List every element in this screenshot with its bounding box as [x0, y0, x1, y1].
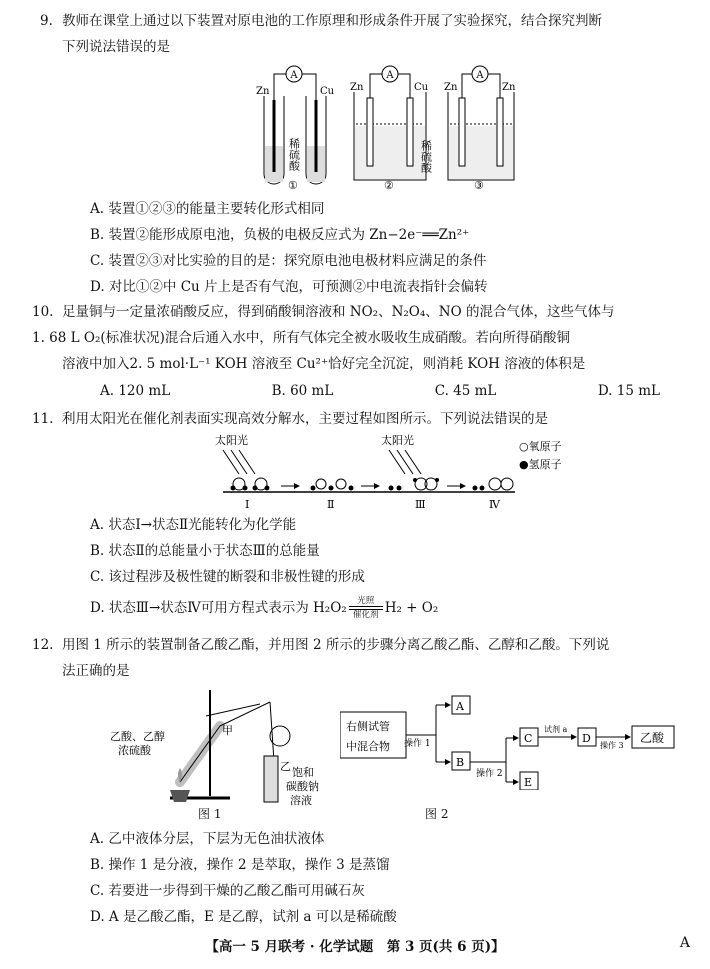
svg-text:甲: 甲	[222, 724, 233, 737]
svg-text:Zn: Zn	[444, 82, 458, 93]
option-d: D. A 是乙酸乙酯，E 是乙醇，试剂 a 可以是稀硫酸	[90, 909, 397, 925]
svg-text:浓硫酸: 浓硫酸	[118, 744, 151, 757]
question-stem: 1. 68 L O₂(标准状况)混合后通入水中，所有气体完全被水吸收生成硝酸。若向所得硝酸铜	[32, 330, 570, 346]
question-12	[32, 632, 690, 684]
svg-text:A: A	[386, 70, 394, 81]
meter-label: A	[290, 70, 298, 81]
option-b: B. 装置②能形成原电池，负极的电极反应式为 Zn−2e⁻══Zn²⁺	[90, 227, 470, 243]
option-d: D. 15 mL	[597, 383, 660, 399]
svg-text:E: E	[524, 776, 533, 789]
svg-text:Zn: Zn	[256, 86, 270, 97]
svg-text:太阳光: 太阳光	[381, 434, 414, 447]
q10-options	[100, 381, 660, 401]
svg-text:操作 2: 操作 2	[476, 769, 503, 779]
state-1-molecules	[231, 478, 269, 490]
fig2-separation-flow	[340, 690, 700, 790]
svg-text:③: ③	[474, 179, 484, 192]
svg-text:A: A	[476, 70, 484, 81]
option-c: C. 若要进一步得到干燥的乙酸乙酯可用碱石灰	[90, 883, 365, 899]
legend-oxygen: ○氧原子	[519, 440, 562, 453]
question-stem: 足量铜与一定量浓硝酸反应，得到硝酸铜溶液和 NO₂、N₂O₄、NO 的混合气体，这些气体与	[62, 304, 615, 320]
svg-text:太阳光: 太阳光	[215, 434, 248, 447]
option-c: C. 该过程涉及极性键的断裂和非极性键的形成	[90, 569, 365, 585]
device-3	[444, 66, 516, 192]
device-1	[256, 66, 335, 192]
state-2-atoms	[311, 479, 354, 491]
svg-text:乙酸、乙醇: 乙酸、乙醇	[110, 730, 165, 743]
option-b: B. 60 mL	[271, 383, 334, 399]
svg-text:A: A	[456, 700, 464, 713]
svg-text:Cu: Cu	[414, 82, 429, 93]
question-stem: 溶液中加入2. 5 mol·L⁻¹ KOH 溶液至 Cu²⁺恰好完全沉淀，则消耗 KOH 溶液的体积是	[62, 356, 586, 372]
svg-text:中混合物: 中混合物	[346, 740, 390, 753]
q9-apparatus-figure	[250, 62, 520, 194]
svg-text:饱和: 饱和	[292, 766, 314, 779]
fig1-caption: 图 1	[198, 807, 222, 821]
svg-text:乙: 乙	[280, 760, 291, 773]
question-number: 9.	[40, 13, 53, 29]
acid-label: 稀硫酸	[287, 138, 301, 171]
svg-text:Cu: Cu	[320, 86, 335, 97]
option-a: A. 乙中液体分层，下层为无色油状液体	[90, 831, 325, 847]
option-b: B. 操作 1 是分液，操作 2 是萃取，操作 3 是蒸馏	[90, 857, 390, 873]
legend-hydrogen: ●氢原子	[519, 458, 562, 471]
question-stem: 利用太阳光在催化剂表面实现高效分解水，主要过程如图所示。下列说法错误的是	[62, 411, 548, 427]
svg-text:Zn: Zn	[350, 82, 364, 93]
acid-label-2: 稀硫酸	[419, 140, 433, 173]
reaction-condition: 光照 催化剂	[349, 596, 383, 620]
question-number: 10.	[32, 304, 54, 320]
svg-text:②: ②	[384, 179, 394, 192]
test-tube-yi	[264, 756, 278, 802]
option-c: C. 装置②③对比实验的目的是：探究原电池电极材料应满足的条件	[90, 253, 487, 269]
state-4-molecules	[473, 478, 514, 491]
option-c: C. 45 mL	[434, 383, 497, 399]
device-2	[350, 66, 429, 192]
svg-text:①: ①	[288, 179, 298, 192]
svg-text:右侧试管: 右侧试管	[346, 720, 390, 733]
option-d: D. 状态Ⅲ→状态Ⅳ可用方程式表示为 H₂O₂ 光照 催化剂 H₂ + O₂	[90, 596, 439, 620]
svg-text:Ⅳ: Ⅳ	[489, 498, 500, 511]
fig2-caption: 图 2	[425, 807, 449, 821]
page-footer: 【高一 5 月联考 · 化学试题 第 3 页(共 6 页)】	[205, 939, 505, 955]
svg-text:Ⅲ: Ⅲ	[415, 498, 426, 511]
svg-text:B: B	[456, 756, 465, 769]
question-stem: 下列说法错误的是	[62, 39, 170, 55]
question-10	[32, 299, 690, 377]
svg-text:D: D	[582, 732, 591, 745]
option-a: A. 120 mL	[100, 383, 171, 399]
svg-text:试剂 a: 试剂 a	[544, 725, 568, 734]
question-9	[40, 8, 690, 60]
fig1-ester-apparatus	[110, 686, 330, 818]
svg-text:碳酸钠: 碳酸钠	[286, 780, 319, 793]
svg-text:Ⅰ: Ⅰ	[245, 498, 250, 511]
svg-text:操作 1: 操作 1	[404, 739, 431, 749]
question-number: 11.	[32, 411, 54, 427]
option-a: A. 状态Ⅰ→状态Ⅱ光能转化为化学能	[90, 517, 297, 533]
option-b: B. 状态Ⅱ的总能量小于状态Ⅲ的总能量	[90, 543, 320, 559]
sunlight-rays	[223, 450, 421, 474]
svg-text:C: C	[524, 732, 533, 745]
svg-text:乙酸: 乙酸	[640, 731, 665, 745]
q11-process-figure	[215, 430, 595, 512]
alcohol-lamp	[170, 790, 190, 802]
question-number: 12.	[32, 637, 54, 653]
option-d: D. 对比①②中 Cu 片上是否有气泡，可预测②中电流表指针会偏转	[90, 279, 488, 295]
question-stem: 教师在课堂上通过以下装置对原电池的工作原理和形成条件开展了实验探究，结合探究判断	[62, 13, 602, 29]
state-3-molecules	[389, 478, 440, 491]
svg-text:Zn: Zn	[502, 82, 516, 93]
question-11	[32, 406, 690, 432]
svg-text:Ⅱ: Ⅱ	[327, 498, 335, 511]
paper-version: A	[679, 935, 690, 951]
svg-text:溶液: 溶液	[290, 794, 312, 807]
option-a: A. 装置①②③的能量主要转化形式相同	[90, 201, 325, 217]
svg-text:操作 3: 操作 3	[600, 741, 624, 750]
question-stem: 法正确的是	[62, 663, 130, 679]
question-stem: 用图 1 所示的装置制备乙酸乙酯，并用图 2 所示的步骤分离乙酸乙酯、乙醇和乙酸。下列说	[62, 637, 610, 653]
